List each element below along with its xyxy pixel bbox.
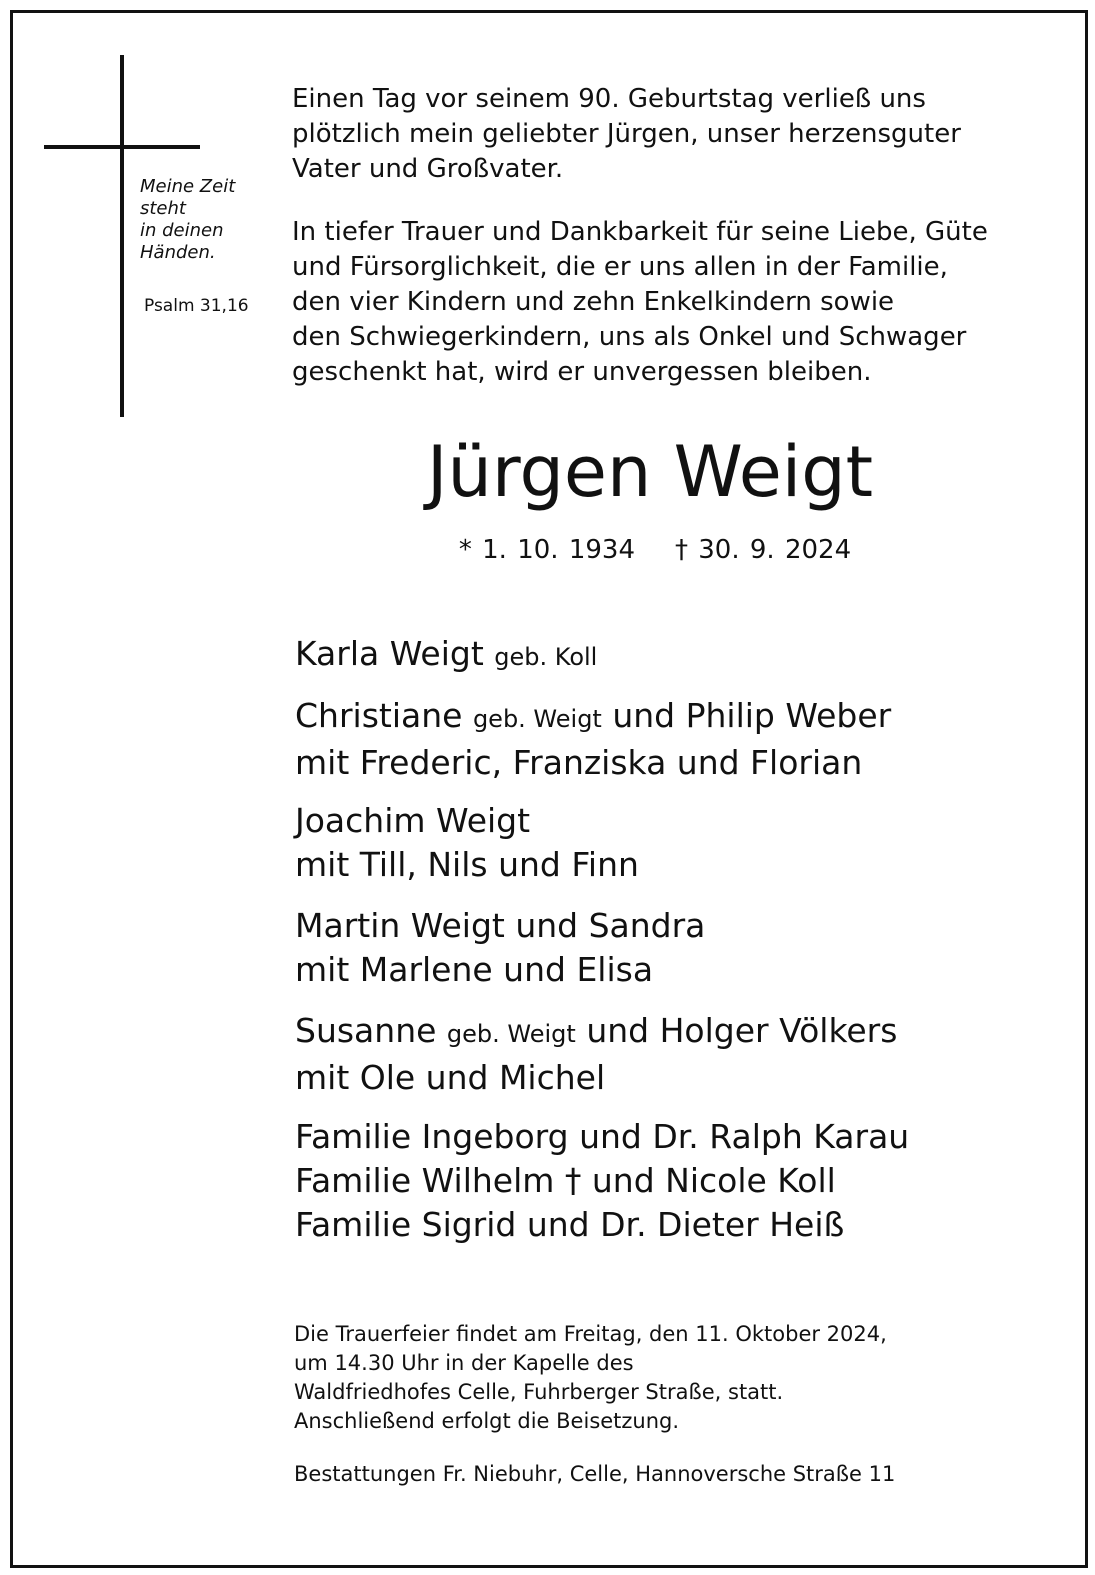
undertaker-info: Bestattungen Fr. Niebuhr, Celle, Hannoversche Straße 11 <box>294 1462 896 1486</box>
intro-line: den Schwiegerkindern, uns als Onkel und Schwager <box>292 322 967 352</box>
mourner-families <box>295 1115 909 1247</box>
mourner-martin <box>295 904 705 992</box>
birth-name: geb. Koll <box>494 643 598 671</box>
intro-line: In tiefer Trauer und Dankbarkeit für seine Liebe, Güte <box>292 217 988 247</box>
psalm-line: steht <box>140 198 186 219</box>
mourner-christiane <box>295 694 891 785</box>
mourner-partner: und Philip Weber <box>612 696 892 735</box>
mourner-susanne <box>295 1009 897 1100</box>
intro-line: Einen Tag vor seinem 90. Geburtstag verließ uns <box>292 84 926 114</box>
mourner-children: mit Ole und Michel <box>295 1058 606 1097</box>
mourner-name: Martin Weigt und Sandra <box>295 906 706 945</box>
mourner-name: Joachim Weigt <box>295 801 531 840</box>
family-line: Familie Ingeborg und Dr. Ralph Karau <box>295 1117 910 1156</box>
life-dates <box>0 530 1095 570</box>
mourner-name: Susanne <box>295 1011 437 1050</box>
birth-name: geb. Weigt <box>446 1020 576 1048</box>
birth-date: * 1. 10. 1934 <box>458 535 635 565</box>
mourner-children: mit Frederic, Franziska und Florian <box>295 743 863 782</box>
funeral-line: Anschließend erfolgt die Beisetzung. <box>294 1409 680 1433</box>
funeral-line: Die Trauerfeier findet am Freitag, den 11. Oktober 2024, <box>294 1322 887 1346</box>
intro-line: plötzlich mein geliebter Jürgen, unser herzensguter <box>292 119 961 149</box>
family-line: Familie Wilhelm † und Nicole Koll <box>295 1161 836 1200</box>
intro-line: Vater und Großvater. <box>292 154 564 184</box>
family-line: Familie Sigrid und Dr. Dieter Heiß <box>295 1205 845 1244</box>
intro-paragraph-2 <box>292 215 1052 390</box>
death-date: † 30. 9. 2024 <box>675 535 852 565</box>
psalm-line: in deinen <box>140 220 224 241</box>
intro-paragraph-1 <box>292 82 1052 187</box>
intro-line: geschenkt hat, wird er unvergessen bleiben. <box>292 357 872 387</box>
mourner-children: mit Marlene und Elisa <box>295 950 654 989</box>
mourner-joachim <box>295 799 639 887</box>
psalm-line: Meine Zeit <box>140 176 236 197</box>
psalm-line: Händen. <box>140 242 216 263</box>
deceased-name: Jürgen Weigt <box>426 431 874 513</box>
mourner-karla <box>295 632 597 679</box>
funeral-line: um 14.30 Uhr in der Kapelle des <box>294 1351 634 1375</box>
psalm-quote <box>140 176 270 264</box>
psalm-reference: Psalm 31,16 <box>144 296 249 316</box>
mourner-name: Christiane <box>295 696 463 735</box>
cross-icon-horizontal-bar <box>44 145 200 149</box>
mourner-partner: und Holger Völkers <box>586 1011 898 1050</box>
mourner-name: Karla Weigt <box>295 634 484 673</box>
cross-icon-vertical-bar <box>120 55 124 417</box>
mourner-children: mit Till, Nils und Finn <box>295 845 639 884</box>
birth-name: geb. Weigt <box>472 705 602 733</box>
intro-line: den vier Kindern und zehn Enkelkindern sowie <box>292 287 895 317</box>
funeral-details <box>294 1320 887 1436</box>
intro-line: und Fürsorglichkeit, die er uns allen in der Familie, <box>292 252 948 282</box>
funeral-line: Waldfriedhofes Celle, Fuhrberger Straße, statt. <box>294 1380 784 1404</box>
